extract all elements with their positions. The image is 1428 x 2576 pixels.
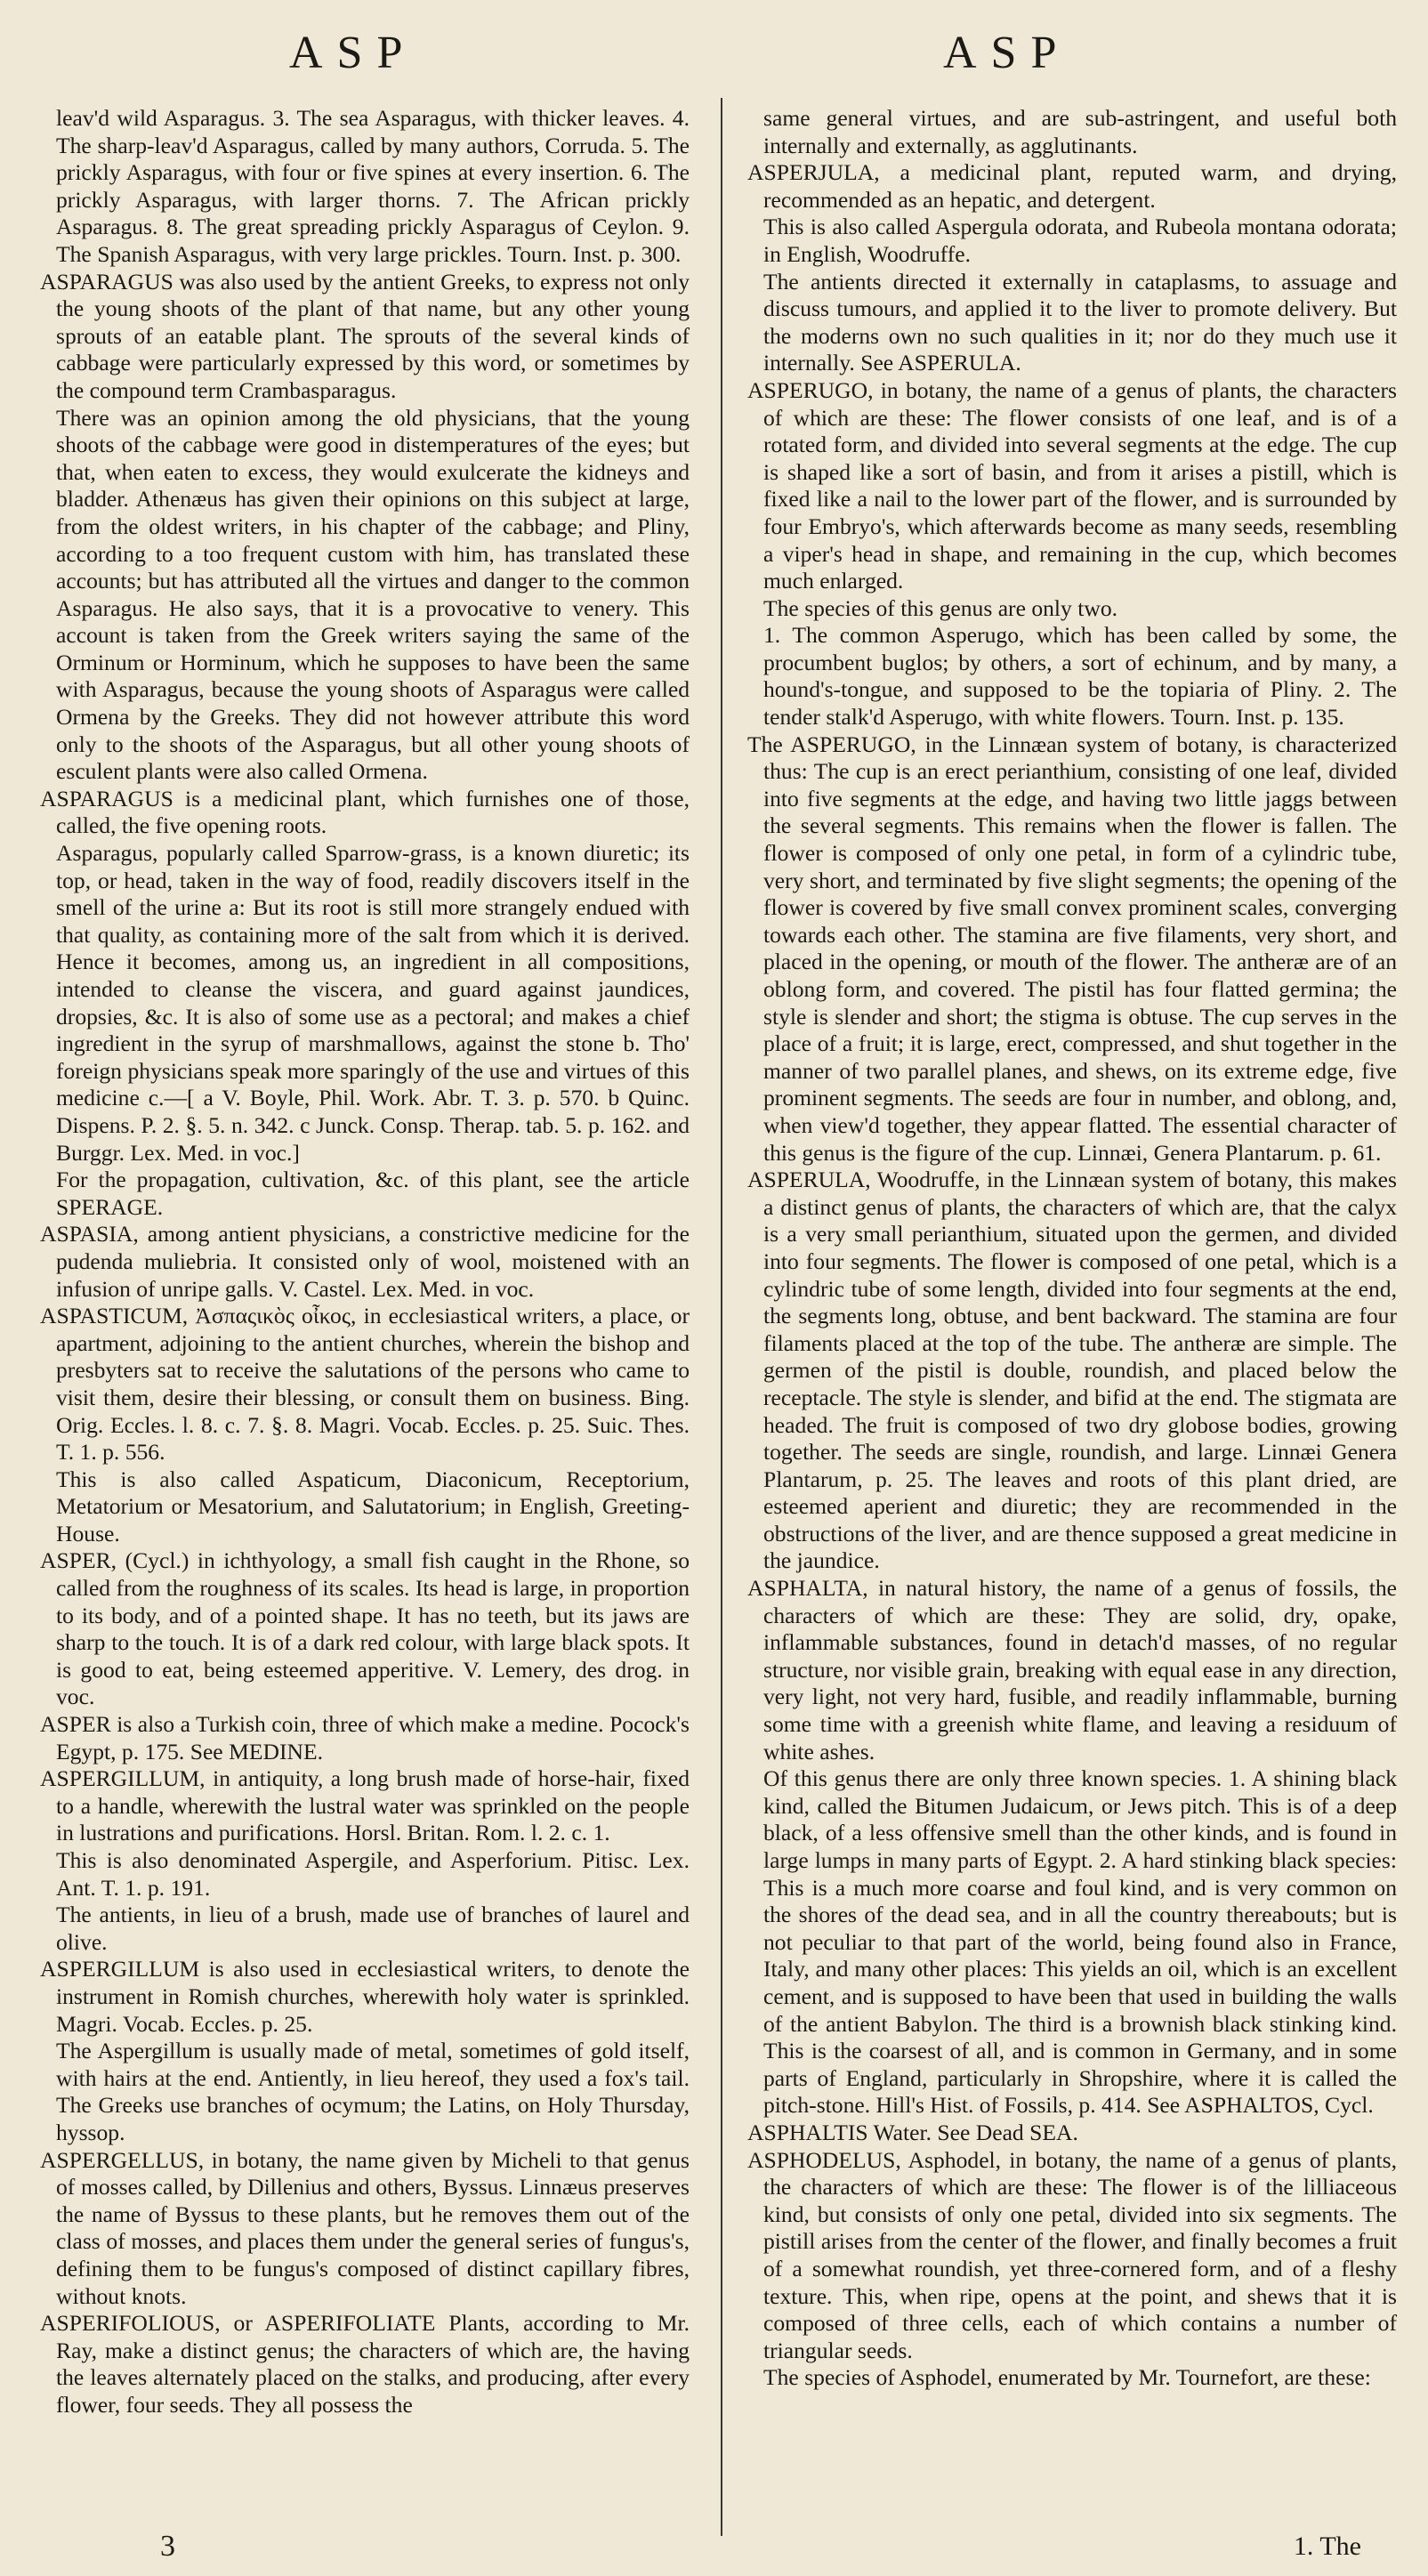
dictionary-entry: ASPER, (Cycl.) in ichthyology, a small fish caught in the Rhone, so called from the roughness of its scales. Its head is large, in proportion to its body, and of a pointed shape. It has no teeth, but its jaws are sharp to the touch. It is of a dark red colour, with large black spots. It is good to eat, being esteemed apperitive. V. Lemery, des drog. in voc. (40, 1547, 690, 1710)
dictionary-entry: ASPERULA, Woodruffe, in the Linnæan system of botany, this makes a distinct genus of plants, the characters of which are, that the calyx is a very small perianthium, situated upon the germen, and divided into four segments. The flower is composed of one petal, which is a cylindric tube of some length, divided into four segments at the end, the segments long, obtuse, and bent backward. The stamina are four filaments placed at the top of the tube. The antheræ are simple. The germen of the pistil is double, roundish, and placed below the receptacle. The style is slender, and bifid at the end. The stigmata are headed. The fruit is composed of two dry globose bodies, growing together. The seeds are single, roundish, and large. Linnæi Genera Plantarum, p. 25. The leaves and roots of this plant dried, are esteemed aperient and diuretic; they are recommended in the obstructions of the liver, and are thence supposed a great medicine in the jaundice. (747, 1167, 1397, 1574)
entry-paragraph: The Aspergillum is usually made of metal, sometimes of gold itself, with hairs at the end. Antiently, in lieu hereof, they used a fox's tail. The Greeks use branches of ocymum; the Latins, on Holy Thursday, hyssop. (56, 2038, 690, 2145)
catchword: 1. The (1293, 2532, 1361, 2561)
dictionary-entry: ASPERGILLUM is also used in ecclesiastical writers, to denote the instrument in Romish churches, wherewith holy water is sprinkled. Magri. Vocab. Eccles. p. 25. (40, 1956, 690, 2037)
page-number: 3 (160, 2530, 175, 2563)
left-column (40, 105, 690, 2419)
dictionary-entry: ASPASTICUM, Ἀσπαςικὸς οἶκος, in ecclesiastical writers, a place, or apartment, adjoining to the antient churches, wherein the bishop and presbyters sat to receive the salutations of the persons who came to visit them, desire their blessing, or consult them on business. Bing. Orig. Eccles. l. 8. c. 7. §. 8. Magri. Vocab. Eccles. p. 25. Suic. Thes. T. 1. p. 556. (40, 1303, 690, 1466)
dictionary-entry: ASPERIFOLIOUS, or ASPERIFOLIATE Plants, according to Mr. Ray, make a distinct genus; the characters of which are, the having the leaves alternately placed on the stalks, and producing, after every flower, four seeds. They all possess the (40, 2310, 690, 2418)
entry-paragraph: same general virtues, and are sub-astringent, and useful both internally and externally, as agglutinants. (763, 105, 1397, 158)
dictionary-entry: ASPERGELLUS, in botany, the name given by Micheli to that genus of mosses called, by Dillenius and others, Byssus. Linnæus preserves the name of Byssus to these plants, but he removes them out of the class of mosses, and places them under the general series of fungus's, defining them to be fungus's composed of distinct capillary fibres, without knots. (40, 2146, 690, 2309)
entry-paragraph: This is also called Aspergula odorata, and Rubeola montana odorata; in English, Woodruffe. (763, 214, 1397, 267)
entry-paragraph: The species of Asphodel, enumerated by Mr. Tournefort, are these: (763, 2364, 1371, 2391)
dictionary-entry: ASPERGILLUM, in antiquity, a long brush made of horse-hair, fixed to a handle, wherewith the lustral water was sprinkled on the people in lustrations and purifications. Horsl. Britan. Rom. l. 2. c. 1. (40, 1765, 690, 1846)
dictionary-entry: The ASPERUGO, in the Linnæan system of botany, is characterized thus: The cup is an erect perianthium, consisting of one leaf, divided into five segments at the edge, and having two little jaggs between the several segments. This remains when the flower is fallen. The flower is composed of only one petal, in form of a cylindric tube, very short, and terminated by five slight segments; the opening of the flower is covered by five small convex prominent scales, converging towards each other. The stamina are five filaments, very short, and placed in the opening, or mouth of the flower. The antheræ are of an oblong form, and covered. The pistil has four flatted germina; the style is slender and short; the stigma is obtuse. The cup serves in the place of a fruit; it is large, erect, compressed, and shut together in the manner of two parallel planes, and shews, on its extreme edge, five prominent segments. The seeds are four in number, and oblong, and, when view'd together, they appear flatted. The essential character of this genus is the figure of the cup. Linnæi, Genera Plantarum. p. 61. (747, 731, 1397, 1166)
dictionary-entry: ASPARAGUS was also used by the antient Greeks, to express not only the young shoots of the plant of that name, but any other young sprouts of an eatable plant. The sprouts of the several kinds of cabbage were particularly expressed by this word, or sometimes by the compound term Crambasparagus. (40, 268, 690, 403)
entry-paragraph: Asparagus, popularly called Sparrow-grass, is a known diuretic; its top, or head, taken in the way of food, readily discovers itself in the smell of the urine a: But its root is still more strangely endued with that quality, as containing more of the salt from which it is derived. Hence it becomes, among us, an ingredient in all compositions, intended to cleanse the viscera, and guard against jaundices, dropsies, &c. It is also of some use as a pectoral; and makes a chief ingredient in the syrup of marshmallows, against the stone b. Tho' foreign physicians speak more sparingly of the use and virtues of this medicine c.—[ a V. Boyle, Phil. Work. Abr. T. 3. p. 570. b Quinc. Dispens. P. 2. §. 5. n. 342. c Junck. Consp. Therap. tab. 5. p. 162. and Burggr. Lex. Med. in voc.] (56, 840, 690, 1166)
entry-paragraph: For the propagation, cultivation, &c. of this plant, see the article SPERAGE. (56, 1167, 690, 1220)
dictionary-entry: ASPARAGUS is a medicinal plant, which furnishes one of those, called, the five opening roots. (40, 785, 690, 839)
entry-paragraph: There was an opinion among the old physicians, that the young shoots of the cabbage were good in distemperatures of the eyes; but that, when eaten to excess, they would exulcerate the kidneys and bladder. Athenæus has given their opinions on this subject at large, from the oldest writers, in his chapter of the cabbage; and Pliny, according to a too frequent custom with him, has translated these accounts; but has attributed all the virtues and danger to the common Asparagus. He also says, that it is a provocative to venery. This account is taken from the Greek writers saying the same of the Orminum or Horminum, which he supposes to have been the same with Asparagus, because the young shoots of Asparagus were called Ormena by the Greeks. They did not however attribute this word only to the shoots of the Asparagus, but all other young shoots of esculent plants were also called Ormena. (56, 404, 690, 785)
running-head-left: ASP (289, 28, 417, 78)
right-column (747, 105, 1397, 2392)
dictionary-entry: ASPASIA, among antient physicians, a constrictive medicine for the pudenda muliebria. It consisted only of wool, moistened with an infusion of unripe galls. V. Castel. Lex. Med. in voc. (40, 1221, 690, 1302)
entry-paragraph: The antients, in lieu of a brush, made use of branches of laurel and olive. (56, 1902, 690, 1955)
entry-paragraph: The antients directed it externally in cataplasms, to assuage and discuss tumours, and applied it to the liver to promote delivery. But the moderns own no such qualities in it; nor do they much use it internally. See ASPERULA. (763, 268, 1397, 376)
dictionary-entry: ASPHALTA, in natural history, the name of a genus of fossils, the characters of which are these: They are solid, dry, opake, inflammable substances, found in detach'd masses, of no regular structure, nor visible grain, breaking with equal ease in any direction, very light, not very hard, fusible, and readily inflammable, burning some time with a greenish white flame, and leaving a residuum of white ashes. (747, 1575, 1397, 1764)
entry-paragraph: 1. The common Asperugo, which has been called by some, the procumbent buglos; by others, a sort of echinum, and by many, a hound's-tongue, and supposed to be the topiaria of Pliny. 2. The tender stalk'd Asperugo, with white flowers. Tourn. Inst. p. 135. (763, 622, 1397, 731)
entry-paragraph: Of this genus there are only three known species. 1. A shining black kind, called the Bitumen Judaicum, or Jews pitch. This is of a deep black, of a less offensive smell than the other kinds, and is found in large lumps in many parts of Egypt. 2. A hard stinking black species: This is a much more coarse and foul kind, and is very common on the shores of the dead sea, and in all the country thereabouts; but is not peculiar to that part of the world, being found also in France, Italy, and many other places: This yields an oil, which is an excellent cement, and is supposed to have been that used in building the walls of the antient Babylon. The third is a brownish black stinking kind. This is the coarsest of all, and is common in Germany, and in some parts of England, particularly in Shropshire, where it is called the pitch-stone. Hill's Hist. of Fossils, p. 414. See ASPHALTOS, Cycl. (763, 1765, 1397, 2119)
column-divider (721, 98, 722, 2536)
running-head-right: ASP (943, 28, 1071, 78)
dictionary-entry: ASPHODELUS, Asphodel, in botany, the name of a genus of plants, the characters of which are these: The flower is of the lilliaceous kind, but consists of only one petal, divided into six segments. The pistill arises from the center of the flower, and finally becomes a fruit of a somewhat roundish, yet three-cornered form, and of a fleshy texture. This, when ripe, opens at the point, and shews that it is composed of three cells, each of which contains a number of triangular seeds. (747, 2146, 1397, 2363)
dictionary-entry: ASPERUGO, in botany, the name of a genus of plants, the characters of which are these: The flower consists of one leaf, and is of a rotated form, and divided into several segments at the edge. The cup is shaped like a sort of basin, and from it arises a pistill, which is fixed like a nail to the lower part of the flower, and is surrounded by four Embryo's, which afterwards become as many seeds, resembling a viper's head in shape, and remaining in the cup, which becomes much enlarged. (747, 376, 1397, 594)
entry-paragraph: This is also denominated Aspergile, and Asperforium. Pitisc. Lex. Ant. T. 1. p. 191. (56, 1847, 690, 1901)
entry-paragraph: The species of this genus are only two. (763, 594, 1118, 621)
dictionary-entry: ASPER is also a Turkish coin, three of which make a medine. Pocock's Egypt, p. 175. See MEDINE. (40, 1711, 690, 1764)
entry-paragraph: This is also called Aspaticum, Diaconicum, Receptorium, Metatorium or Mesatorium, and Salutatorium; in English, Greeting-House. (56, 1466, 690, 1546)
entry-paragraph: leav'd wild Asparagus. 3. The sea Asparagus, with thicker leaves. 4. The sharp-leav'd Asparagus, called by many authors, Corruda. 5. The prickly Asparagus, with four or five spines at every insertion. 6. The prickly Asparagus, with larger thorns. 7. The African prickly Asparagus. 8. The great spreading prickly Asparagus of Ceylon. 9. The Spanish Asparagus, with very large prickles. Tourn. Inst. p. 300. (56, 105, 690, 267)
dictionary-entry: ASPHALTIS Water. See Dead SEA. (747, 2119, 1078, 2145)
dictionary-entry: ASPERJULA, a medicinal plant, reputed warm, and drying, recommended as an hepatic, and detergent. (747, 159, 1397, 213)
